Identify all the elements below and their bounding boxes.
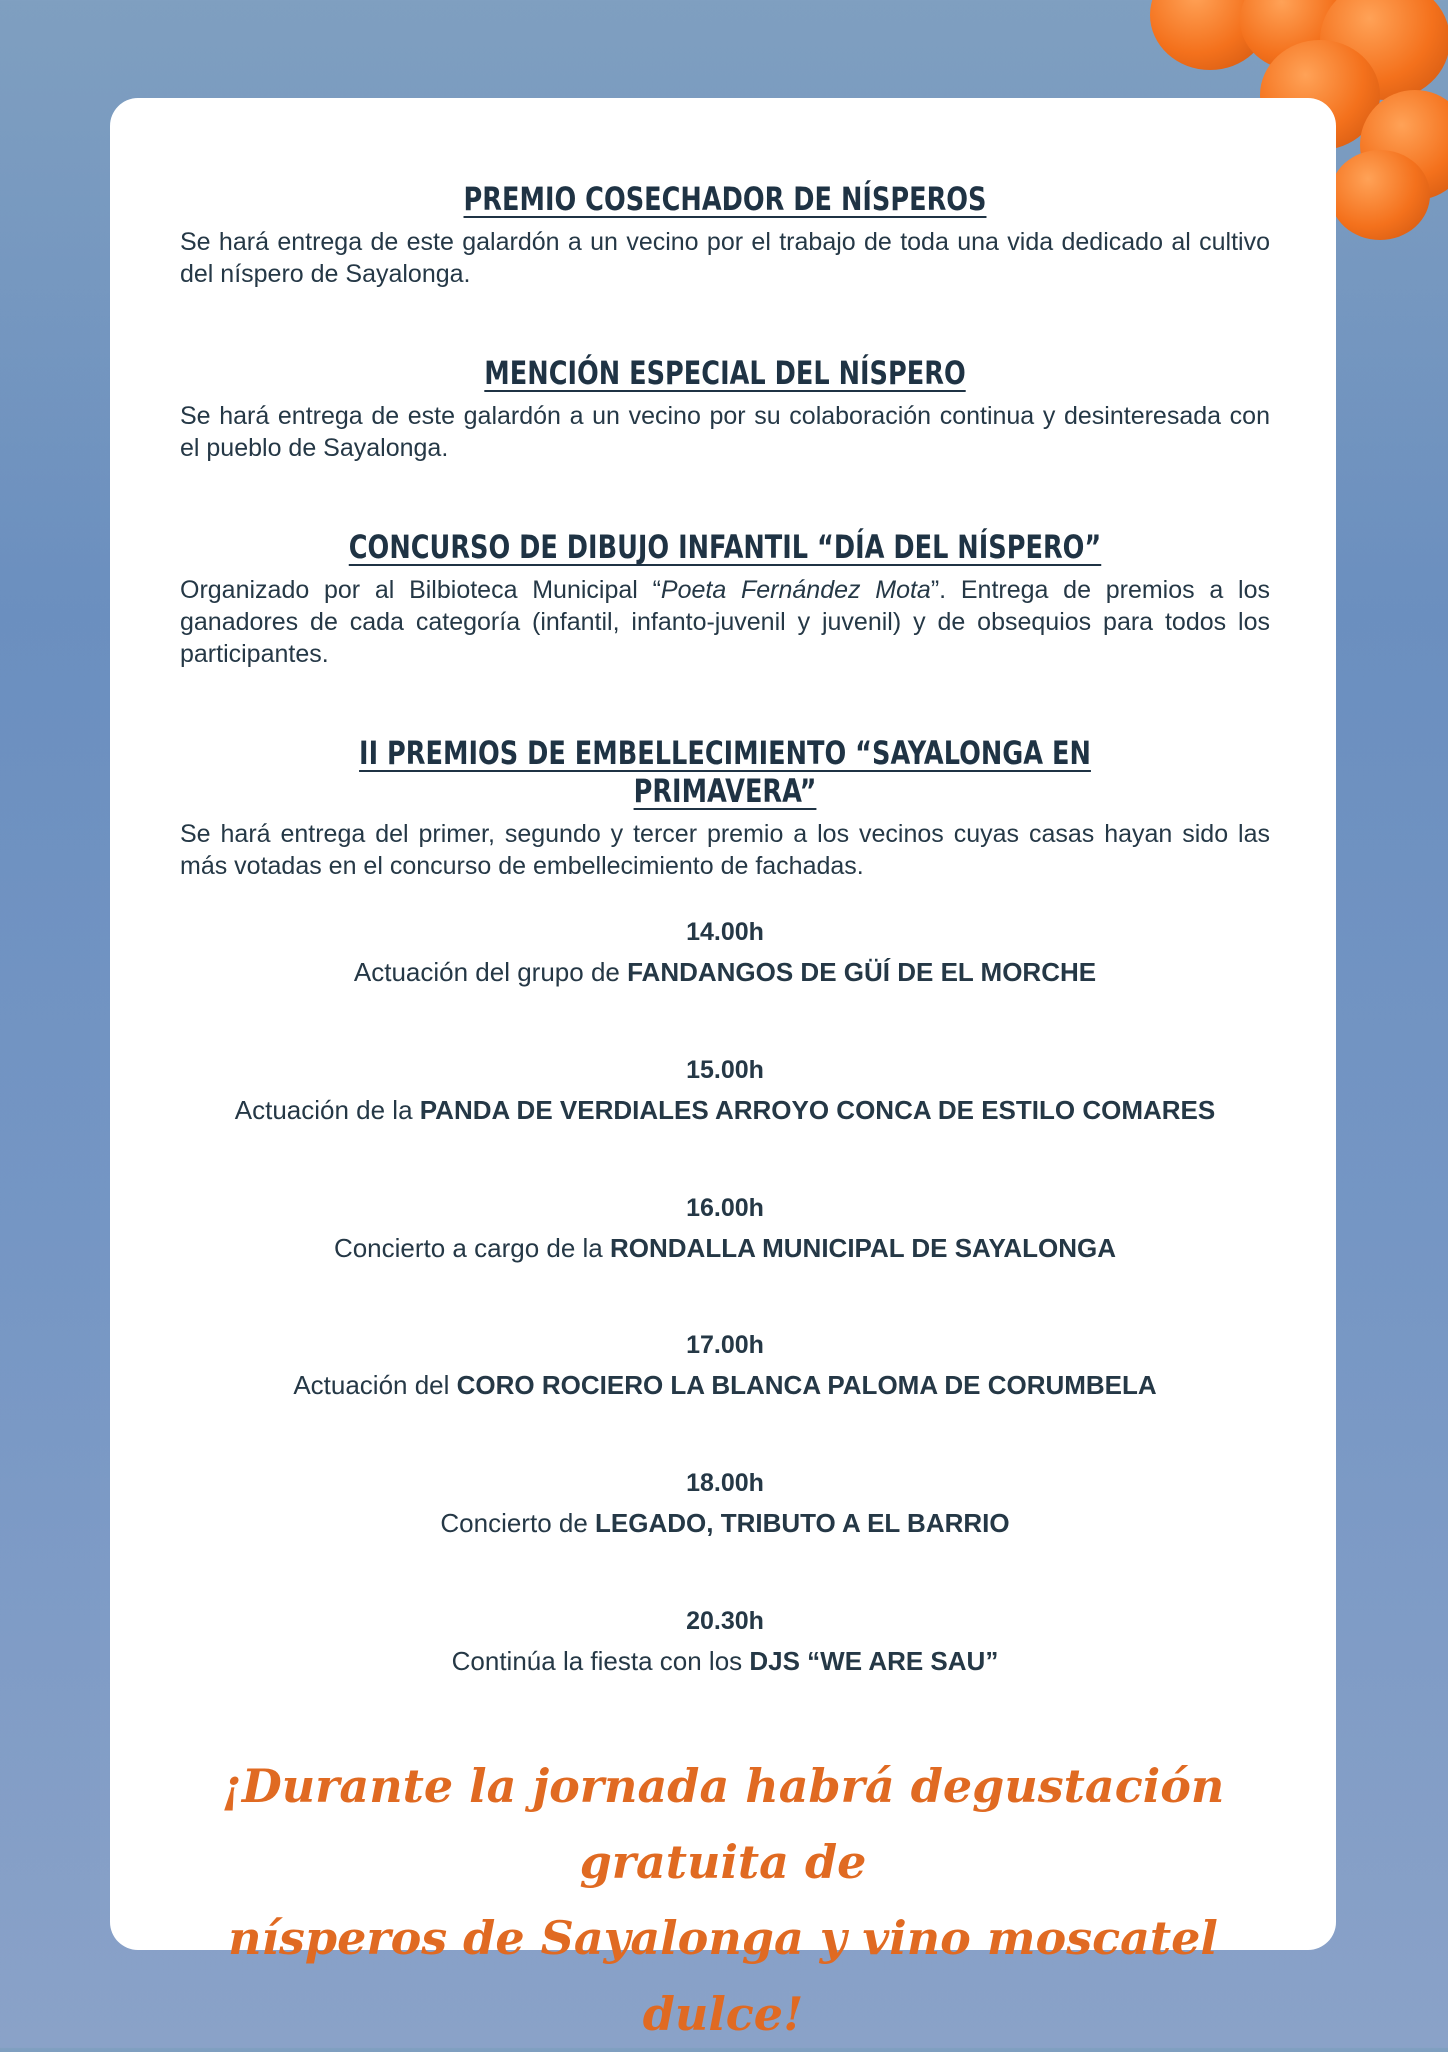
award-section-embellecimiento <box>180 734 1270 882</box>
award-description: Se hará entrega de este galardón a un vecino por su colaboración continua y desinteresada con el pueblo de Sayalonga. <box>180 402 1270 462</box>
event-description: Actuación de la PANDA DE VERDIALES ARROYO CONCA DE ESTILO COMARES <box>234 1095 1216 1125</box>
award-title: PREMIO COSECHADOR DE NÍSPEROS <box>463 180 987 218</box>
award-title: II PREMIOS DE EMBELLECIMIENTO “SAYALONGA EN PRIMAVERA” <box>359 734 1091 810</box>
award-description: Organizado por al Bilbioteca Municipal “Poeta Fernández Mota”. Entrega de premios a los ganadores de cada categoría (infantil, infanto-juvenil y juvenil) y de obsequios para todos los participantes. <box>180 576 1270 668</box>
award-description: Se hará entrega de este galardón a un vecino por el trabajo de toda una vida dedicado al cultivo del níspero de Sayalonga. <box>180 228 1270 288</box>
award-title: CONCURSO DE DIBUJO INFANTIL “DÍA DEL NÍSPERO” <box>348 528 1102 566</box>
event-time: 17.00h <box>686 1331 764 1359</box>
event-time: 14.00h <box>686 918 764 946</box>
event-description: Actuación del CORO ROCIERO LA BLANCA PALOMA DE CORUMBELA <box>293 1370 1157 1400</box>
award-section-cosechador <box>180 180 1270 290</box>
library-name: Poeta Fernández Mota <box>660 576 931 604</box>
closing-line-1: ¡Durante la jornada habrá degustación gratuita de <box>221 1759 1225 1889</box>
event-description: Actuación del grupo de FANDANGOS DE GÜÍ DE EL MORCHE <box>353 957 1097 987</box>
schedule-item-1400 <box>180 918 1270 988</box>
event-description: Continúa la fiesta con los DJS “WE ARE SAU” <box>451 1646 999 1676</box>
event-time: 18.00h <box>686 1469 764 1497</box>
award-section-mencion <box>180 354 1270 464</box>
event-time: 15.00h <box>686 1056 764 1084</box>
schedule-item-1700 <box>180 1331 1270 1401</box>
event-description: Concierto a cargo de la RONDALLA MUNICIPAL DE SAYALONGA <box>333 1233 1117 1263</box>
closing-line-2: nísperos de Sayalonga y vino moscatel dulce! <box>228 1911 1218 2041</box>
schedule-item-2030 <box>180 1607 1270 1677</box>
schedule-item-1600 <box>180 1194 1270 1264</box>
schedule-item-1800 <box>180 1469 1270 1539</box>
award-section-dibujo <box>180 528 1270 670</box>
event-description: Concierto de LEGADO, TRIBUTO A EL BARRIO <box>440 1508 1010 1538</box>
program-card <box>110 98 1336 2041</box>
award-description: Se hará entrega del primer, segundo y tercer premio a los vecinos cuyas casas hayan sido las más votadas en el concurso de embellecimiento de fachadas. <box>180 820 1270 880</box>
event-time: 16.00h <box>686 1194 764 1222</box>
event-time: 20.30h <box>686 1607 764 1635</box>
closing-announcement <box>170 1748 1276 2052</box>
award-title: MENCIÓN ESPECIAL DEL NÍSPERO <box>484 354 966 392</box>
schedule-item-1500 <box>180 1056 1270 1126</box>
